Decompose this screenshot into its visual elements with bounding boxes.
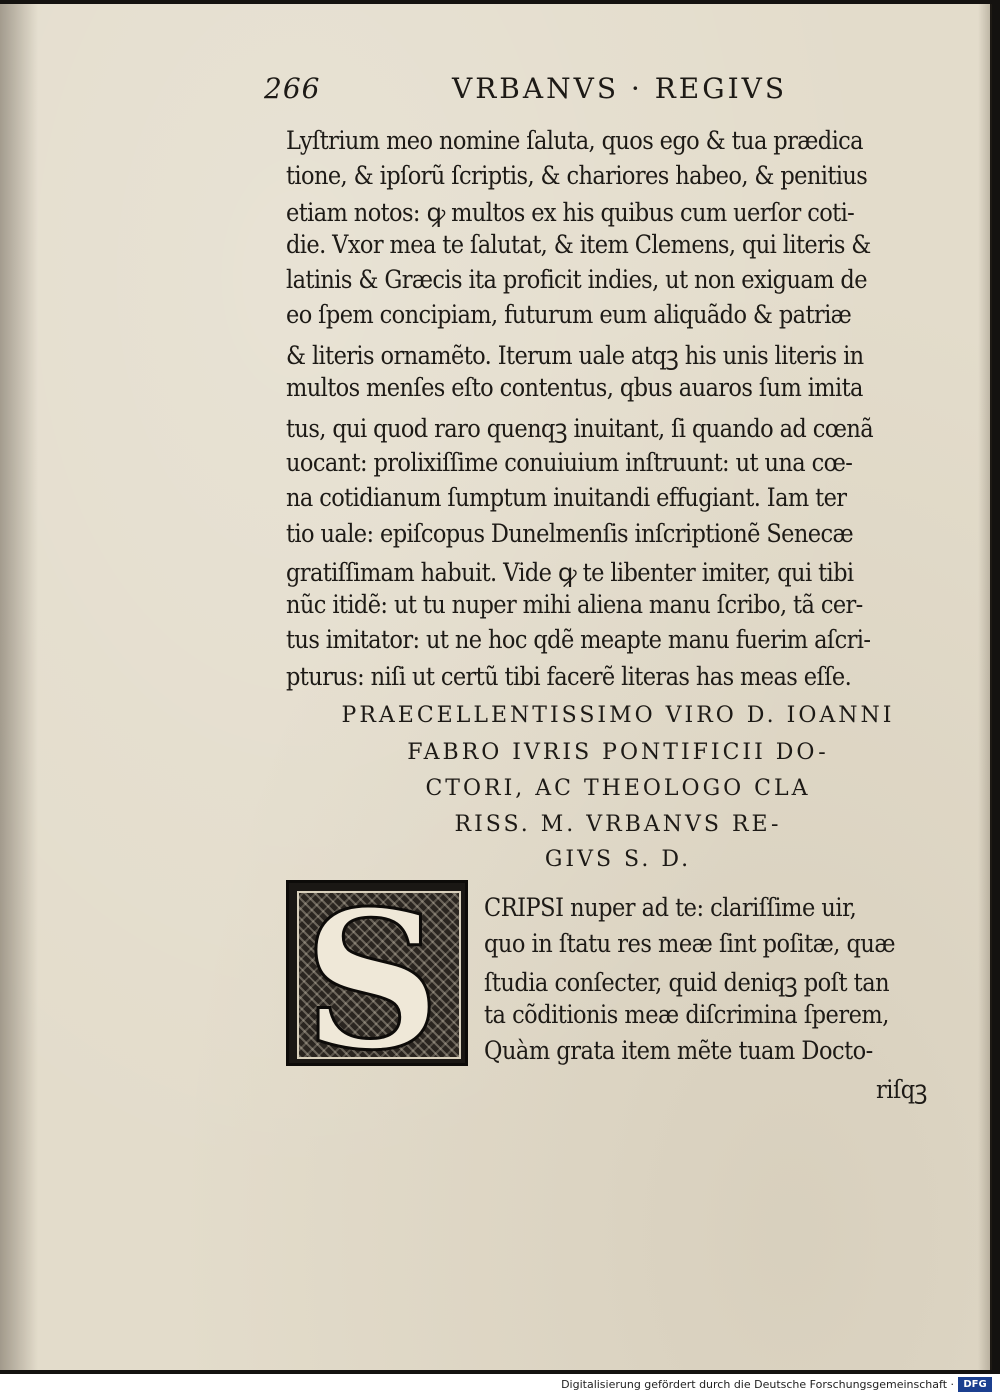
body-line: eo ſpem concipiam, futurum eum aliquãdo & patriæ	[286, 300, 852, 329]
body-line: pturus: niſi ut certũ tibi facerẽ literas has meas eſſe.	[286, 662, 852, 691]
letter-line: Quàm grata item mẽte tuam Docto-	[484, 1036, 873, 1065]
body-line: uocant: prolixiſſime conuiuium inſtruunt: ut una cœ-	[286, 448, 853, 477]
dfg-logo: DFG	[958, 1377, 992, 1392]
body-line: latinis & Græcis ita proficit indies, ut non exiguam de	[286, 265, 867, 294]
body-line: na cotidianum ſumptum inuitandi effugiant. Iam ter	[286, 483, 847, 512]
page-number: 266	[264, 72, 321, 105]
body-line: nũc itidẽ: ut tu nuper mihi aliena manu ſcribo, tã cer-	[286, 590, 863, 619]
body-line: & literis ornamẽto. Iterum uale atqꝫ his unis literis in	[286, 341, 864, 370]
initial-letter: S	[303, 869, 441, 1092]
letter-heading-line: FABRO IVRIS PONTIFICII DO-	[407, 740, 829, 765]
body-line: etiam notos: ꝙ multos ex his quibus cum uerſor coti-	[286, 198, 855, 227]
body-line: tio uale: epiſcopus Dunelmenſis inſcriptionẽ Senecæ	[286, 519, 854, 548]
body-line: multos menſes eſto contentus, qbus auaros ſum imita	[286, 373, 863, 402]
body-line: tione, & ipſorũ ſcriptis, & chariores habeo, & penitius	[286, 161, 868, 190]
letter-line: quo in ſtatu res meæ ſint poſitæ, quæ	[484, 929, 896, 958]
body-line: die. Vxor mea te ſalutat, & item Clemens, qui literis &	[286, 230, 871, 259]
digitization-credit: Digitalisierung gefördert durch die Deutsche Forschungsgemeinschaft ·	[561, 1378, 954, 1391]
body-line: Lyſtrium meo nomine ſaluta, quos ego & tua prædica	[286, 126, 863, 155]
page-edge	[978, 4, 992, 1370]
letter-line: ta cõditionis meæ diſcrimina ſperem,	[484, 1000, 889, 1029]
letter-heading-line: GIVS S. D.	[544, 847, 692, 872]
body-line: gratiſſimam habuit. Vide ꝙ te libenter imiter, qui tibi	[286, 558, 854, 587]
running-title: VRBANVS · REGIVS	[452, 72, 788, 105]
body-line: tus imitator: ut ne hoc qdẽ meapte manu fuerim aſcri-	[286, 625, 871, 654]
letter-line: ſtudia conſecter, quid deniqꝫ poſt tan	[484, 968, 890, 997]
catchword: riſqꝫ	[876, 1075, 927, 1104]
decorated-initial	[286, 869, 468, 1092]
letter-heading-line: CTORI, AC THEOLOGO CLA	[425, 776, 811, 801]
footer-bar	[0, 1374, 1000, 1396]
gutter-shadow	[0, 4, 38, 1370]
letter-heading-line: PRAECELLENTISSIMO VIRO D. IOANNI	[341, 703, 895, 728]
letter-line: CRIPSI nuper ad te: clariſſime uir,	[484, 893, 857, 922]
body-line: tus, qui quod raro quenqꝫ inuitant, ſi quando ad cœnã	[286, 414, 874, 443]
letter-heading-line: RISS. M. VRBANVS RE-	[454, 812, 782, 837]
